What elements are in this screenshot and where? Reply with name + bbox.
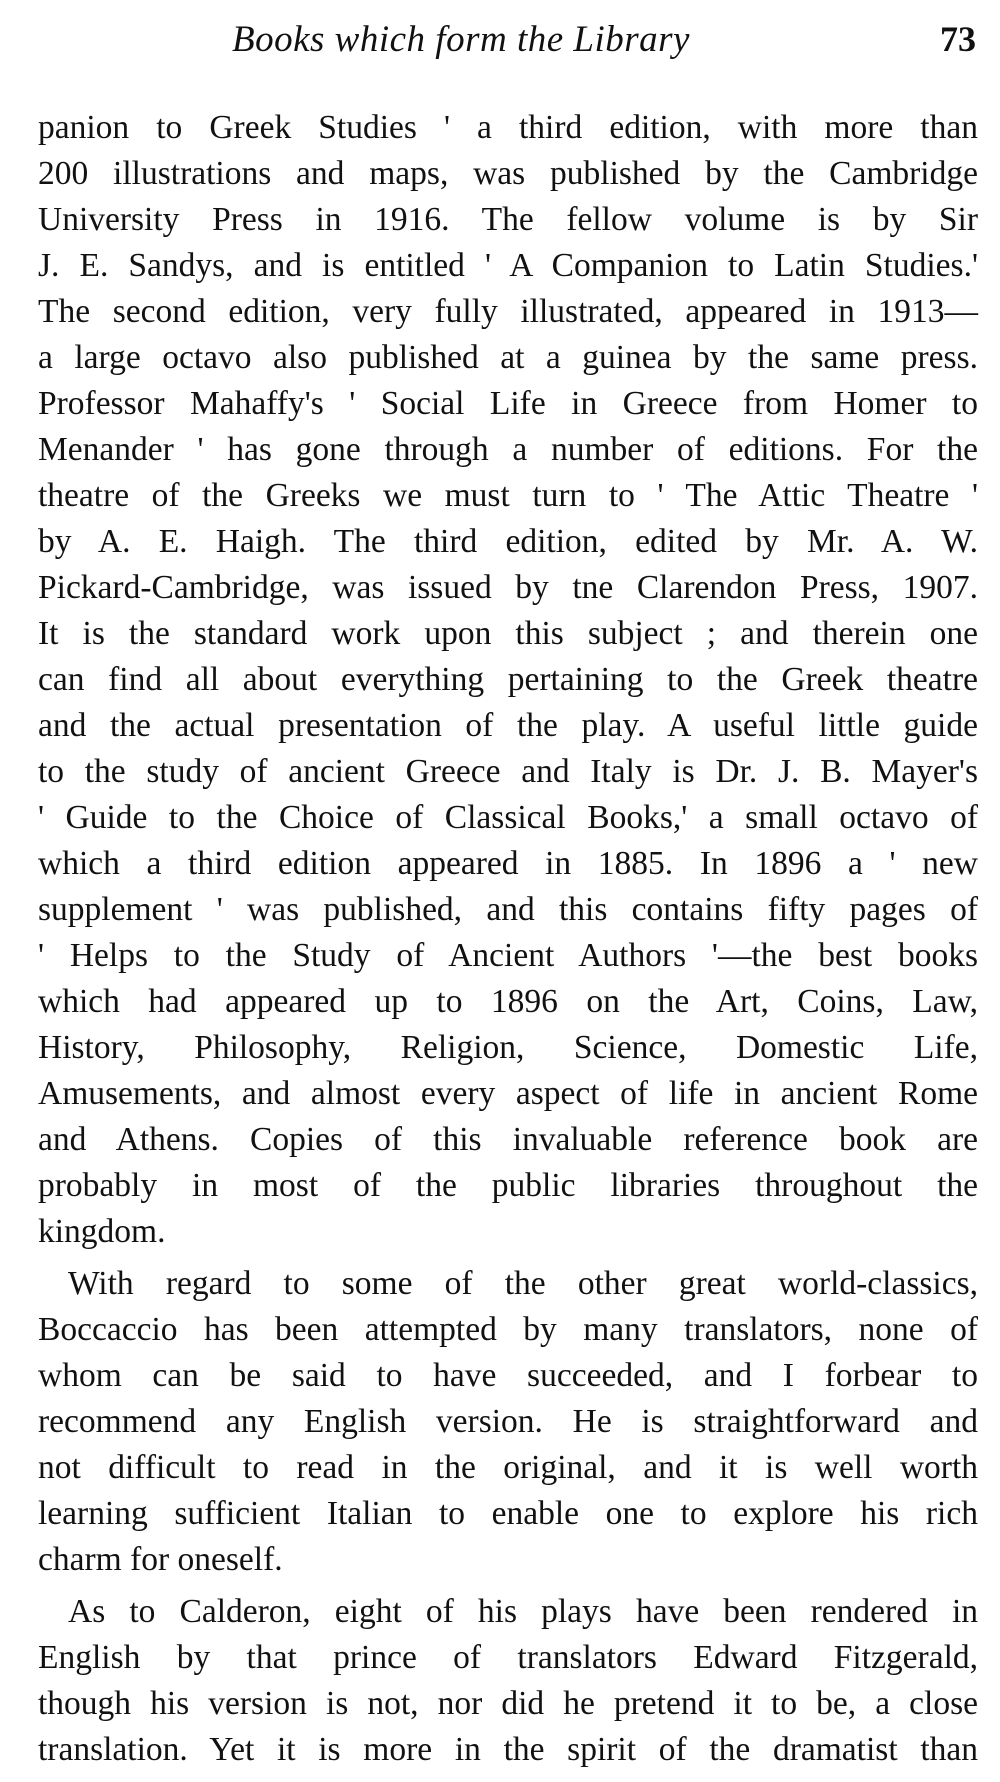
text-line: The second edition, very fully illustrated, appeared in 1913—	[38, 293, 978, 330]
running-title: Books which form the Library	[232, 19, 690, 60]
text-line: English by that prince of translators Edward Fitzgerald,	[38, 1639, 978, 1676]
text-line: Menander ' has gone through a number of editions. For the	[38, 431, 978, 468]
text-line: which had appeared up to 1896 on the Art, Coins, Law,	[38, 983, 978, 1020]
text-line: and the actual presentation of the play. A useful little guide	[38, 707, 978, 744]
paragraph-2	[38, 1261, 978, 1583]
text-line: Boccaccio has been attempted by many translators, none of	[38, 1311, 978, 1348]
text-line: learning sufficient Italian to enable one to explore his rich	[38, 1495, 978, 1532]
text-line: can find all about everything pertaining to the Greek theatre	[38, 661, 978, 698]
text-line: As to Calderon, eight of his plays have been rendered in	[68, 1593, 978, 1630]
text-line: With regard to some of the other great world-classics,	[68, 1265, 978, 1302]
text-line: J. E. Sandys, and is entitled ' A Companion to Latin Studies.'	[38, 247, 978, 284]
text-line: supplement ' was published, and this contains fifty pages of	[38, 891, 978, 928]
text-line: charm for oneself.	[38, 1541, 283, 1578]
text-line: theatre of the Greeks we must turn to ' The Attic Theatre '	[38, 477, 978, 514]
text-line: recommend any English version. He is straightforward and	[38, 1403, 978, 1440]
text-line: Professor Mahaffy's ' Social Life in Greece from Homer to	[38, 385, 978, 422]
text-line: History, Philosophy, Religion, Science, Domestic Life,	[38, 1029, 978, 1066]
text-line: University Press in 1916. The fellow volume is by Sir	[38, 201, 978, 238]
text-line: by A. E. Haigh. The third edition, edited by Mr. A. W.	[38, 523, 978, 560]
paragraph-1	[38, 105, 978, 1255]
text-line: to the study of ancient Greece and Italy is Dr. J. B. Mayer's	[38, 753, 978, 790]
text-line: which a third edition appeared in 1885. In 1896 a ' new	[38, 845, 978, 882]
text-line: whom can be said to have succeeded, and I forbear to	[38, 1357, 978, 1394]
text-line: and Athens. Copies of this invaluable reference book are	[38, 1121, 978, 1158]
text-line: kingdom.	[38, 1213, 166, 1250]
text-line: probably in most of the public libraries throughout the	[38, 1167, 978, 1204]
text-line: not difficult to read in the original, and it is well worth	[38, 1449, 978, 1486]
text-line: It is the standard work upon this subject ; and therein one	[38, 615, 978, 652]
paragraph-3	[38, 1589, 978, 1773]
text-line: Amusements, and almost every aspect of life in ancient Rome	[38, 1075, 978, 1112]
text-line: 200 illustrations and maps, was published by the Cambridge	[38, 155, 978, 192]
text-line: panion to Greek Studies ' a third edition, with more than	[38, 109, 978, 146]
text-line: a large octavo also published at a guinea by the same press.	[38, 339, 978, 376]
text-line: translation. Yet it is more in the spirit of the dramatist than	[38, 1731, 978, 1768]
body-text	[38, 105, 978, 1773]
text-line: though his version is not, nor did he pretend it to be, a close	[38, 1685, 978, 1722]
running-head	[0, 18, 1000, 78]
page-number: 73	[940, 19, 976, 59]
text-line: ' Guide to the Choice of Classical Books,' a small octavo of	[38, 799, 978, 836]
text-line: Pickard-Cambridge, was issued by tne Clarendon Press, 1907.	[38, 569, 978, 606]
text-line: ' Helps to the Study of Ancient Authors '—the best books	[38, 937, 978, 974]
